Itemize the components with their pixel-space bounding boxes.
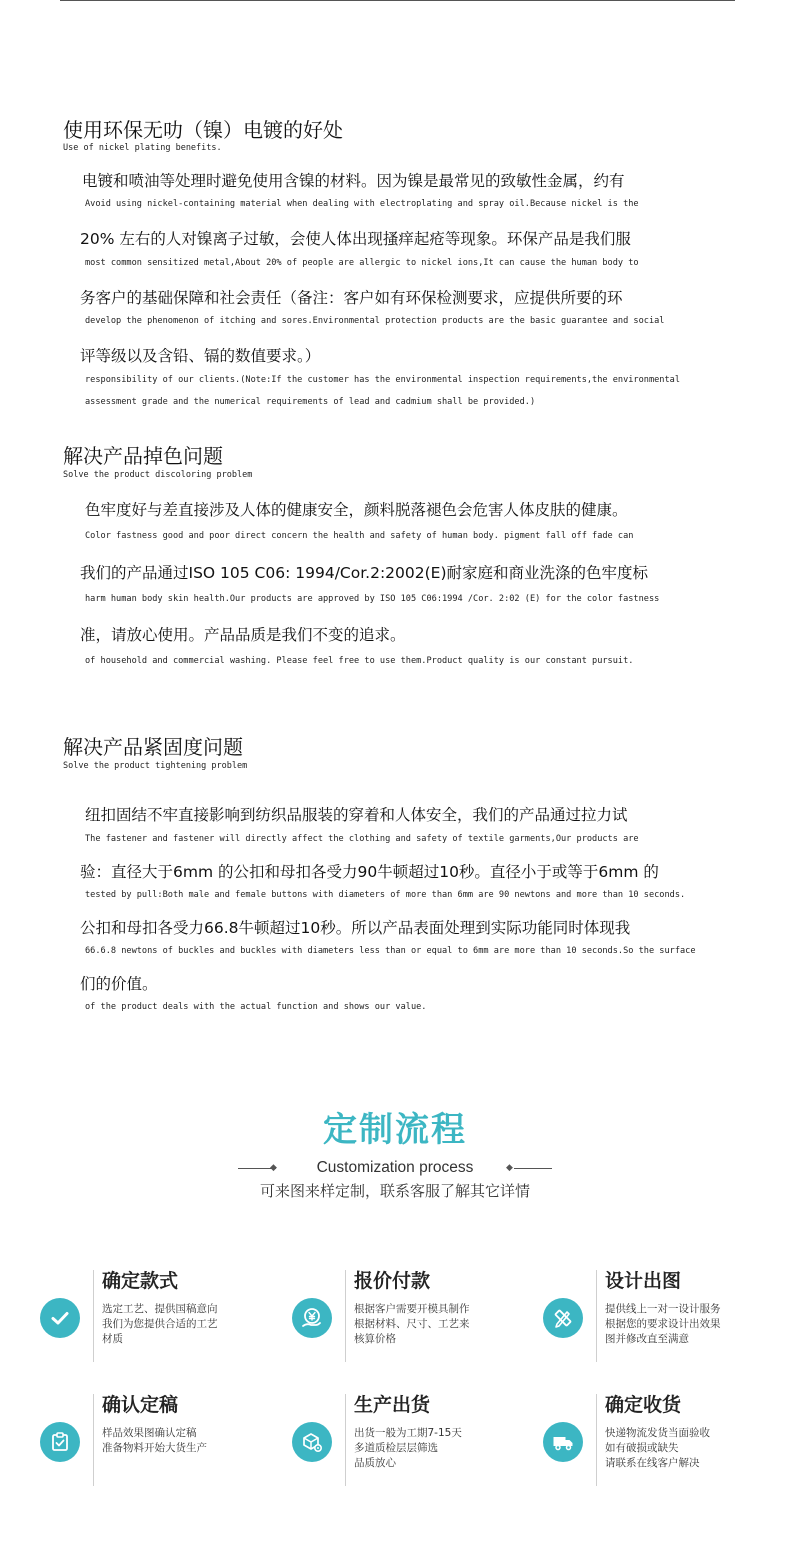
zh-line: 色牢度好与差直接涉及人体的健康安全，颜料脱落褪色会危害人体皮肤的健康。 bbox=[85, 501, 628, 519]
step-desc-line: 我们为您提供合适的工艺 bbox=[102, 1318, 218, 1330]
step-title: 确定款式 bbox=[102, 1270, 179, 1292]
step-title: 确定收货 bbox=[605, 1394, 682, 1416]
step-divider bbox=[596, 1394, 597, 1486]
step-title: 生产出货 bbox=[354, 1394, 431, 1416]
step-desc-line: 提供线上一对一设计服务 bbox=[605, 1303, 721, 1315]
clipboard-check-icon bbox=[40, 1422, 80, 1462]
step-divider bbox=[345, 1394, 346, 1486]
top-divider bbox=[60, 0, 735, 1]
step-desc-line: 快递物流发货当面验收 bbox=[605, 1427, 710, 1439]
en-line: of the product deals with the actual function and shows our value. bbox=[85, 1002, 427, 1012]
step-desc-line: 核算价格 bbox=[354, 1333, 396, 1345]
step-desc-line: 材质 bbox=[102, 1333, 123, 1345]
process-step bbox=[292, 1392, 532, 1492]
process-step bbox=[40, 1392, 280, 1492]
en-line: 66.6.8 newtons of buckles and buckles with diameters less than or equal to 6mm are more than 10 seconds.So the surface bbox=[85, 946, 696, 956]
step-title: 报价付款 bbox=[354, 1270, 431, 1292]
en-line: most common sensitized metal,About 20% of people are allergic to nickel ions,It can cause the human body to bbox=[85, 258, 639, 268]
process-subtitle: Customization process bbox=[316, 1159, 474, 1176]
section-subtitle: Use of nickel plating benefits. bbox=[63, 143, 222, 153]
step-desc-line: 根据材料、尺寸、工艺来 bbox=[354, 1318, 470, 1330]
step-desc-line: 根据您的要求设计出效果 bbox=[605, 1318, 721, 1330]
zh-line: 评等级以及含铅、镉的数值要求。） bbox=[80, 347, 321, 365]
zh-line: 验：直径大于6mm 的公扣和母扣各受力90牛顿超过10秒。直径小于或等于6mm 的 bbox=[80, 863, 659, 881]
en-line: develop the phenomenon of itching and sores.Environmental protection products are the basic guarantee and social bbox=[85, 316, 665, 326]
delivery-truck-icon bbox=[543, 1422, 583, 1462]
step-desc-line: 品质放心 bbox=[354, 1457, 396, 1469]
process-step bbox=[543, 1268, 783, 1368]
zh-line: 纽扣固结不牢直接影响到纺织品服装的穿着和人体安全，我们的产品通过拉力试 bbox=[85, 806, 628, 824]
zh-line: 我们的产品通过ISO 105 C06: 1994/Cor.2:2002(E)耐家庭和商业洗涤的色牢度标 bbox=[80, 564, 649, 582]
zh-line: 20% 左右的人对镍离子过敏，会使人体出现搔痒起疮等现象。环保产品是我们服 bbox=[80, 230, 631, 248]
en-line: The fastener and fastener will directly affect the clothing and safety of textile garments,Our products are bbox=[85, 834, 639, 844]
step-desc-line: 准备物料开始大货生产 bbox=[102, 1442, 207, 1454]
step-desc-line: 请联系在线客户解决 bbox=[605, 1457, 700, 1469]
step-desc-line: 选定工艺、提供国稿意向 bbox=[102, 1303, 218, 1315]
step-divider bbox=[93, 1394, 94, 1486]
section-title: 解决产品掉色问题 bbox=[63, 444, 223, 468]
step-title: 确认定稿 bbox=[102, 1394, 179, 1416]
zh-line: 务客户的基础保障和社会责任（备注：客户如有环保检测要求，应提供所要的环 bbox=[80, 289, 623, 307]
yen-payment-icon bbox=[292, 1298, 332, 1338]
en-line: of household and commercial washing. Please feel free to use them.Product quality is our constant pursuit. bbox=[85, 656, 634, 666]
step-desc-line: 如有破损或缺失 bbox=[605, 1442, 679, 1454]
process-step bbox=[543, 1392, 783, 1492]
box-gear-icon bbox=[292, 1422, 332, 1462]
step-desc-line: 样品效果图确认定稿 bbox=[102, 1427, 197, 1439]
step-desc-line: 多道质检层层筛选 bbox=[354, 1442, 438, 1454]
process-step bbox=[40, 1268, 280, 1368]
en-line: responsibility of our clients.(Note:If the customer has the environmental inspection requirements,the environmental bbox=[85, 375, 680, 385]
divider-right bbox=[514, 1168, 552, 1169]
design-tools-icon bbox=[543, 1298, 583, 1338]
step-desc-line: 图并修改直至满意 bbox=[605, 1333, 689, 1345]
step-divider bbox=[345, 1270, 346, 1362]
section-title: 使用环保无叻（镍）电镀的好处 bbox=[63, 118, 343, 142]
zh-line: 公扣和母扣各受力66.8牛顿超过10秒。所以产品表面处理到实际功能同时体现我 bbox=[80, 919, 631, 937]
en-line: assessment grade and the numerical requirements of lead and cadmium shall be provided.) bbox=[85, 397, 536, 407]
step-divider bbox=[596, 1270, 597, 1362]
zh-line: 准，请放心使用。产品品质是我们不变的追求。 bbox=[80, 626, 406, 644]
step-desc-line: 出货一般为工期7-15天 bbox=[354, 1427, 462, 1439]
process-step bbox=[292, 1268, 532, 1368]
check-icon bbox=[40, 1298, 80, 1338]
step-desc-line: 根据客户需要开模具制作 bbox=[354, 1303, 470, 1315]
process-description: 可来图来样定制，联系客服了解其它详情 bbox=[259, 1182, 530, 1200]
process-title: 定制流程 bbox=[323, 1110, 467, 1150]
section-title: 解决产品紧固度问题 bbox=[63, 735, 243, 759]
section-subtitle: Solve the product discoloring problem bbox=[63, 470, 253, 480]
en-line: harm human body skin health.Our products are approved by ISO 105 C06:1994 /Cor. 2:02 (E) for the color fastness bbox=[85, 594, 660, 604]
step-divider bbox=[93, 1270, 94, 1362]
section-subtitle: Solve the product tightening problem bbox=[63, 761, 248, 771]
en-line: Color fastness good and poor direct concern the health and safety of human body. pigment fall off fade can bbox=[85, 531, 634, 541]
ornament-left-icon: ◆ bbox=[270, 1163, 277, 1173]
en-line: Avoid using nickel-containing material when dealing with electroplating and spray oil.Because nickel is the bbox=[85, 199, 639, 209]
en-line: tested by pull:Both male and female buttons with diameters of more than 6mm are 90 newtons and more than 10 seconds. bbox=[85, 890, 686, 900]
zh-line: 们的价值。 bbox=[80, 975, 158, 993]
step-title: 设计出图 bbox=[605, 1270, 682, 1292]
ornament-right-icon: ◆ bbox=[506, 1163, 513, 1173]
zh-line: 电镀和喷油等处理时避免使用含镍的材料。因为镍是最常见的致敏性金属，约有 bbox=[82, 172, 625, 190]
process-subtitle-row bbox=[0, 1158, 790, 1180]
